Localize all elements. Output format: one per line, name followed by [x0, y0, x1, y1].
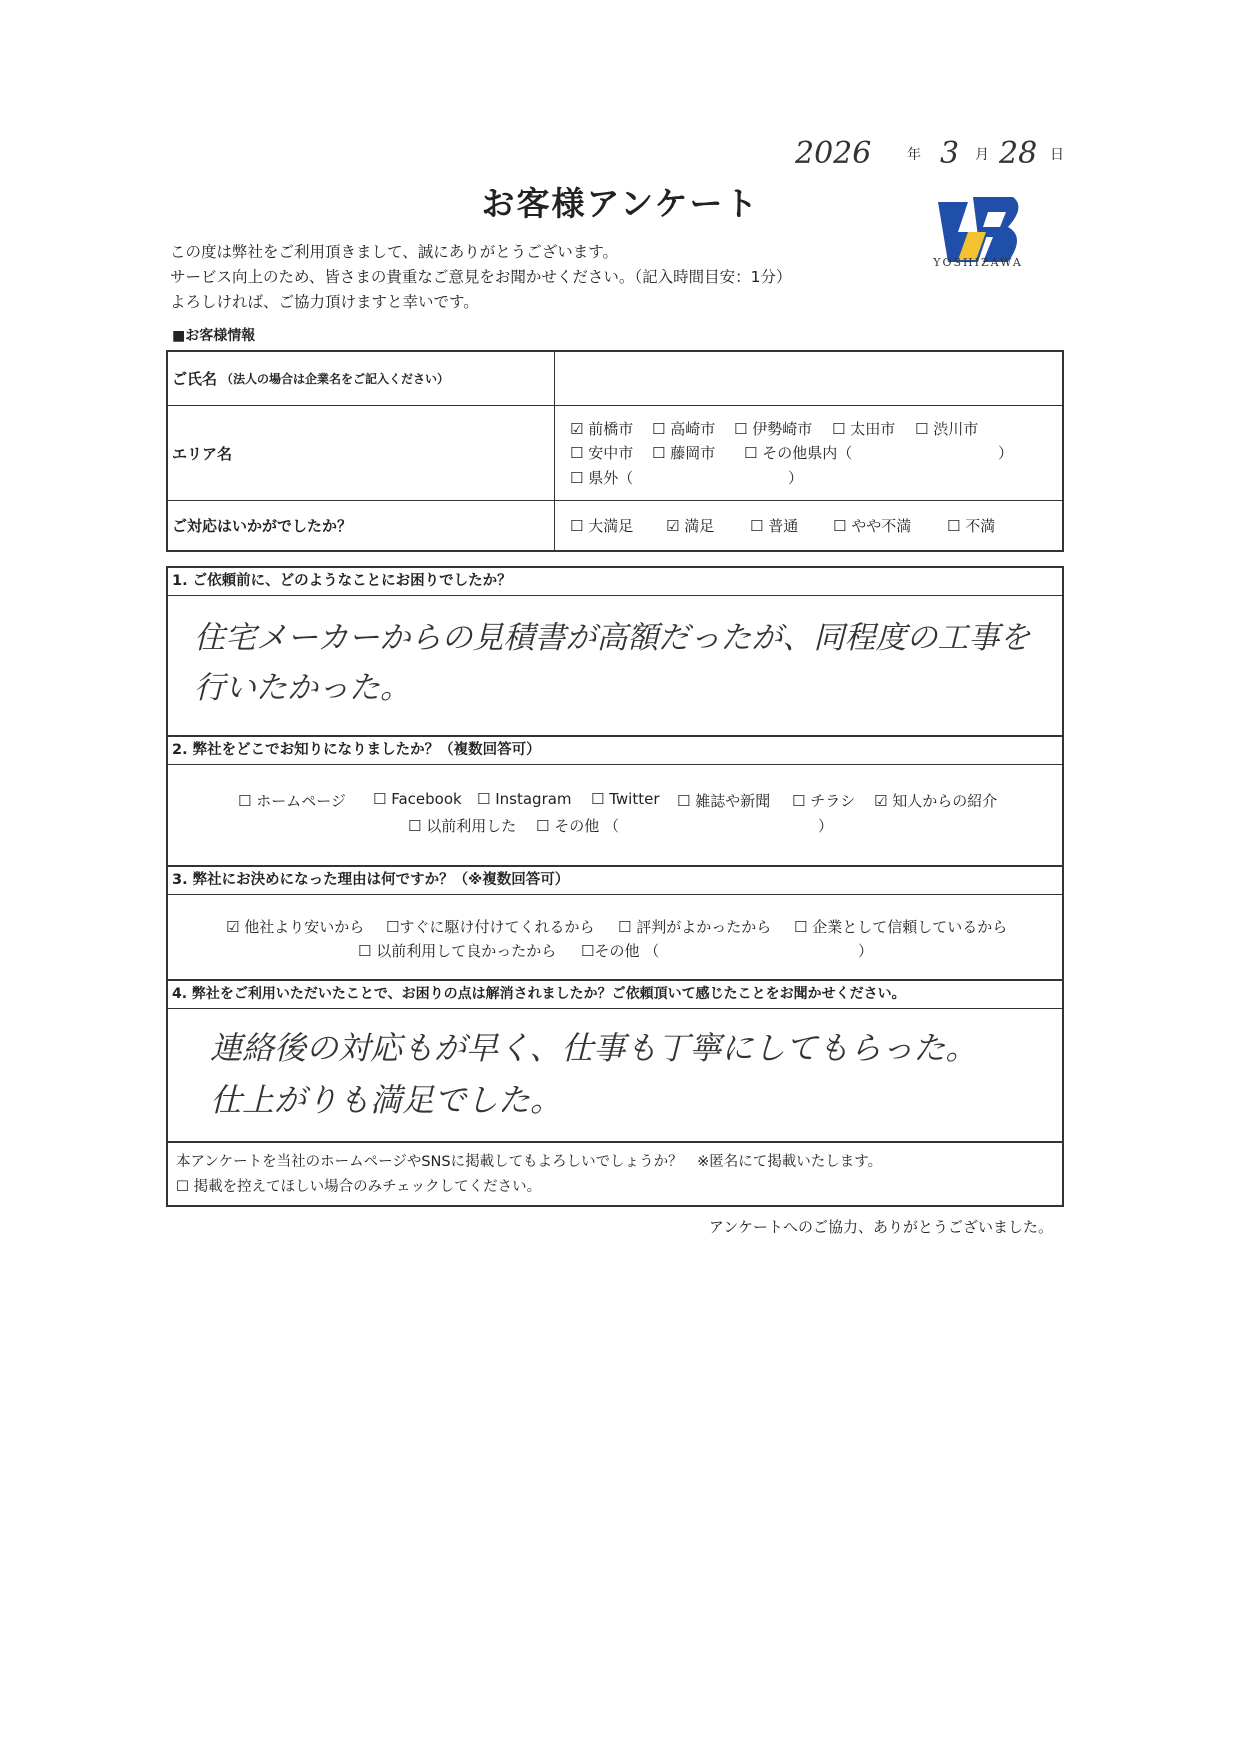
- intro-text: [170, 240, 792, 315]
- checkbox[interactable]: ☐: [833, 517, 847, 535]
- reason-option[interactable]: ☐ 評判がよかったから: [618, 918, 772, 936]
- question-1: [166, 566, 1064, 737]
- question-3-options: [168, 895, 1062, 982]
- checkbox[interactable]: ☐: [373, 790, 387, 808]
- checkbox-checked[interactable]: ☑: [570, 420, 584, 438]
- answer-line: 住宅メーカーからの見積書が高額だったが、同程度の工事を: [194, 620, 1031, 656]
- area-option[interactable]: ☐ 渋川市: [915, 420, 979, 438]
- source-option[interactable]: ☐ Twitter: [591, 790, 660, 808]
- checkbox[interactable]: ☐: [677, 792, 691, 810]
- name-note: （法人の場合は企業名をご記入ください）: [221, 372, 450, 386]
- answer-line: 連絡後の対応もが早く、仕事も丁寧にしてもらった。: [210, 1029, 978, 1067]
- checkbox[interactable]: ☐: [915, 420, 929, 438]
- area-option[interactable]: ☑ 前橋市: [570, 420, 634, 438]
- checkbox[interactable]: ☐: [477, 790, 491, 808]
- source-option[interactable]: ☐ チラシ: [792, 792, 856, 810]
- intro-line: サービス向上のため、皆さまの貴重なご意見をお聞かせください。（記入時間目安：1分）: [170, 268, 792, 286]
- publish-consent-box: [166, 1141, 1064, 1207]
- area-row: [168, 406, 1062, 501]
- checkbox[interactable]: ☐: [947, 517, 961, 535]
- source-option[interactable]: ☐ Instagram: [477, 790, 572, 808]
- date-year-label: 年: [907, 147, 921, 163]
- question-4: [166, 979, 1064, 1143]
- checkbox[interactable]: ☐: [176, 1179, 189, 1195]
- date-day: 28: [999, 136, 1038, 171]
- date-month: 3: [940, 136, 960, 171]
- satisfaction-row: [168, 501, 1062, 550]
- checkbox-checked[interactable]: ☑: [874, 792, 888, 810]
- checkbox[interactable]: ☐: [536, 817, 550, 835]
- date-month-label: 月: [975, 147, 989, 163]
- satisfaction-option[interactable]: ☐ 大満足: [570, 517, 634, 535]
- name-field[interactable]: [556, 352, 1062, 405]
- checkbox[interactable]: ☐: [408, 817, 422, 835]
- checkbox-checked[interactable]: ☑: [226, 918, 240, 936]
- source-option[interactable]: ☐ 雑誌や新聞: [677, 792, 771, 810]
- publish-optout-label: 掲載を控えてほしい場合のみチェックしてください。: [193, 1179, 542, 1195]
- satisfaction-option[interactable]: ☑ 満足: [666, 517, 715, 535]
- checkbox[interactable]: ☐: [386, 918, 400, 936]
- area-option[interactable]: ☐ 高崎市: [652, 420, 716, 438]
- logo-text: YOSHIZAWA: [933, 256, 1023, 269]
- checkbox[interactable]: ☐: [581, 942, 595, 960]
- checkbox[interactable]: ☐: [652, 444, 666, 462]
- area-option[interactable]: ☐ 安中市: [570, 444, 634, 462]
- intro-line: よろしければ、ご協力頂けますと幸いです。: [170, 293, 479, 311]
- satisfaction-label-cell: [168, 501, 555, 550]
- checkbox[interactable]: ☐: [570, 517, 584, 535]
- checkbox-checked[interactable]: ☑: [666, 517, 680, 535]
- source-option[interactable]: ☐ ホームページ: [238, 792, 346, 810]
- question-2-title: 2. 弊社をどこでお知りになりましたか？（複数回答可）: [168, 737, 1062, 765]
- checkbox[interactable]: ☐: [570, 469, 584, 487]
- intro-line: この度は弊社をご利用頂きまして、誠にありがとうございます。: [170, 243, 618, 261]
- answer-line: 仕上がりも満足でした。: [210, 1081, 563, 1119]
- question-2: [166, 735, 1064, 867]
- question-2-options: [168, 765, 1062, 868]
- reason-option[interactable]: ☐ 以前利用して良かったから: [358, 942, 557, 960]
- area-option[interactable]: ☐ 伊勢崎市: [734, 420, 813, 438]
- checkbox[interactable]: ☐: [794, 918, 808, 936]
- reason-option[interactable]: ☐すぐに駆け付けてくれるから: [386, 918, 595, 936]
- source-option[interactable]: ☐ その他 （: [536, 817, 620, 835]
- checkbox[interactable]: ☐: [744, 444, 758, 462]
- checkbox[interactable]: ☐: [570, 444, 584, 462]
- paren-close: ）: [858, 942, 874, 960]
- reason-option[interactable]: ☐その他 （: [581, 942, 660, 960]
- paren-close: ）: [788, 469, 804, 487]
- question-3-title: 3. 弊社にお決めになった理由は何ですか？（※複数回答可）: [168, 867, 1062, 895]
- checkbox[interactable]: ☐: [750, 517, 764, 535]
- area-option[interactable]: ☐ その他県内（: [744, 444, 853, 462]
- checkbox[interactable]: ☐: [652, 420, 666, 438]
- publish-consent-text: 本アンケートを当社のホームページやSNSに掲載してもよろしいでしょうか？ ※匿名にて掲載いたします。: [176, 1154, 883, 1170]
- checkbox[interactable]: ☐: [238, 792, 252, 810]
- thanks-text: アンケートへのご協力、ありがとうございました。: [708, 1218, 1053, 1236]
- paren-close: ）: [998, 444, 1014, 462]
- checkbox[interactable]: ☐: [618, 918, 632, 936]
- reason-option[interactable]: ☑ 他社より安いから: [226, 918, 365, 936]
- question-4-answer[interactable]: [168, 1009, 1062, 1144]
- question-3: [166, 865, 1064, 981]
- name-label-cell: [168, 352, 555, 405]
- area-option[interactable]: ☐ 県外（: [570, 469, 634, 487]
- area-label: エリア名: [172, 444, 233, 463]
- checkbox[interactable]: ☐: [832, 420, 846, 438]
- date-day-label: 日: [1050, 147, 1064, 163]
- answer-line: 行いたかった。: [194, 670, 411, 706]
- date-area: [795, 134, 1065, 179]
- area-option[interactable]: ☐ 太田市: [832, 420, 896, 438]
- publish-optout-row: [176, 1175, 1062, 1200]
- satisfaction-option[interactable]: ☐ 普通: [750, 517, 799, 535]
- name-label: ご氏名: [172, 370, 218, 388]
- source-option[interactable]: ☑ 知人からの紹介: [874, 792, 998, 810]
- source-option[interactable]: ☐ 以前利用した: [408, 817, 517, 835]
- satisfaction-label: ご対応はいかがでしたか？: [172, 517, 353, 535]
- name-row: [168, 352, 1062, 406]
- customer-info-table: [166, 350, 1064, 552]
- question-1-title: 1. ご依頼前に、どのようなことにお困りでしたか？: [168, 568, 1062, 596]
- satisfaction-option[interactable]: ☐ やや不満: [833, 517, 912, 535]
- checkbox[interactable]: ☐: [792, 792, 806, 810]
- paren-close: ）: [818, 817, 834, 835]
- checkbox[interactable]: ☐: [358, 942, 372, 960]
- question-4-title: 4. 弊社をご利用いただいたことで、お困りの点は解消されましたか？ご依頼頂いて感じたことをお聞かせください。: [168, 981, 1062, 1009]
- date-year: 2026: [795, 136, 872, 171]
- question-1-answer[interactable]: [168, 596, 1062, 738]
- satisfaction-option[interactable]: ☐ 不満: [947, 517, 996, 535]
- source-option[interactable]: ☐ Facebook: [373, 790, 462, 808]
- checkbox[interactable]: ☐: [591, 790, 605, 808]
- checkbox[interactable]: ☐: [734, 420, 748, 438]
- reason-option[interactable]: ☐ 企業として信頼しているから: [794, 918, 1008, 936]
- area-label-cell: [168, 406, 555, 500]
- customer-info-label: ■お客様情報: [172, 328, 256, 344]
- page-title: お客様アンケート: [481, 184, 760, 223]
- area-option[interactable]: ☐ 藤岡市: [652, 444, 716, 462]
